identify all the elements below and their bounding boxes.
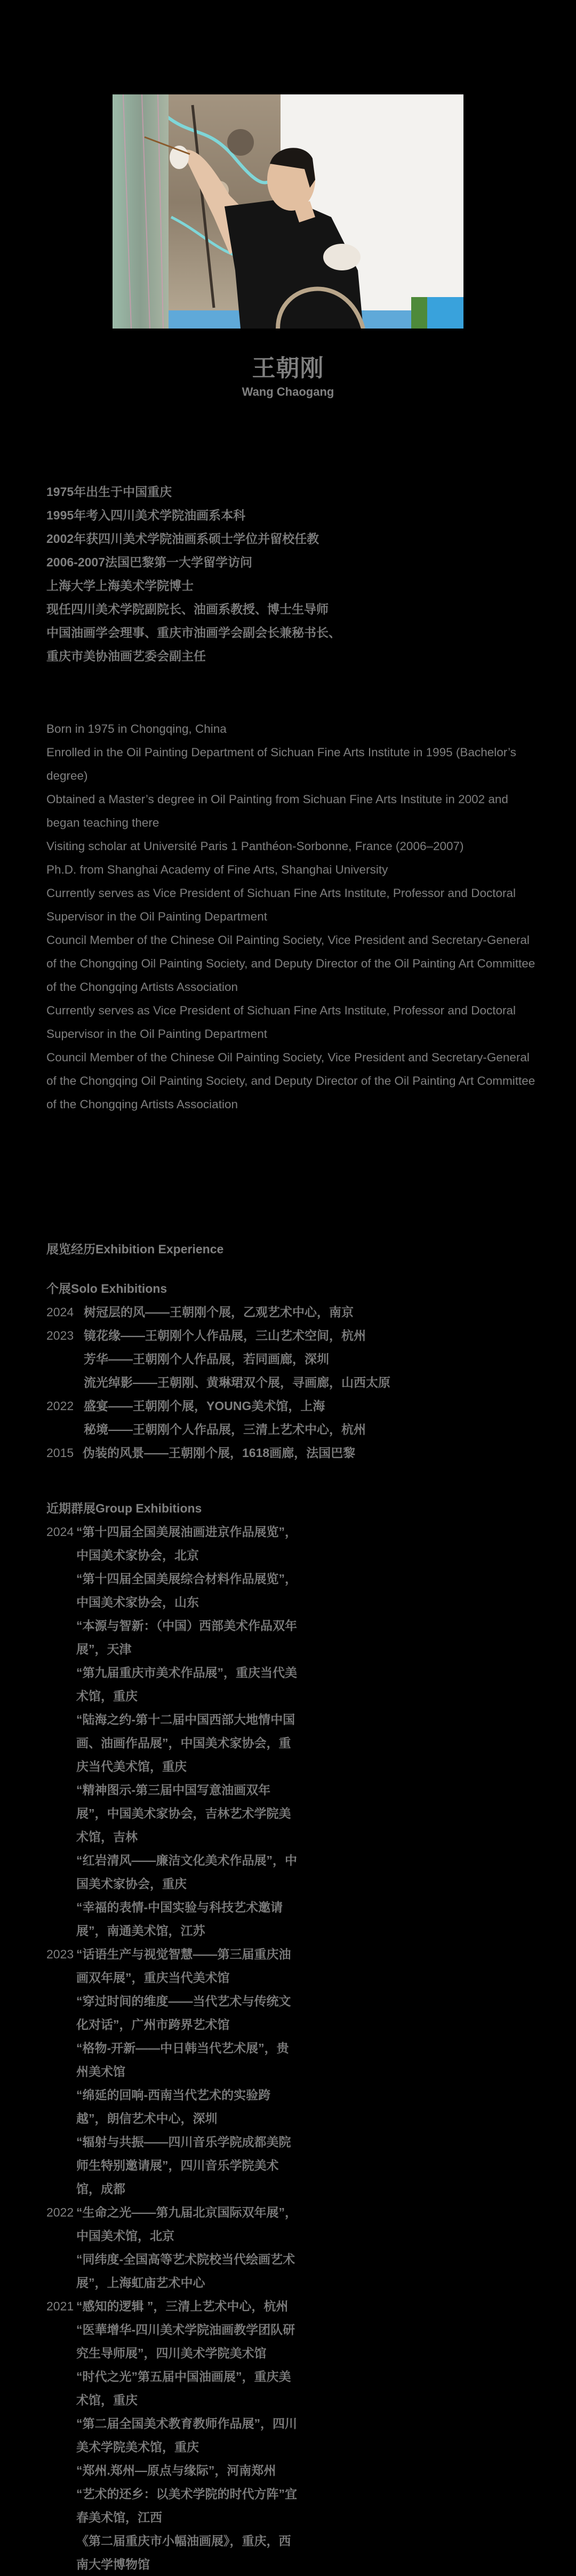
- bio-cn-line: 上海大学上海美术学院博士: [46, 579, 194, 593]
- artist-name-english: Wang Chaogang: [242, 385, 334, 398]
- exhibition-year-row: [46, 1300, 537, 1324]
- exhibition-item: “幸福的表情-中国实验与科技艺术邀请展”，南通美术馆，江苏: [76, 1900, 283, 1938]
- exhibition-item: “生命之光——第九届北京国际双年展”，中国美术馆，北京: [76, 2205, 297, 2243]
- bio-en-line: Council Member of the Chinese Oil Painting Society, Vice President and Secretary-General of the Chongqing Oil Painting Society, and Deputy Director of the Oil Painting Art Committee of the Chongqing Artists Association: [46, 1051, 535, 1111]
- exhibition-item: “辐射与共振——四川音乐学院成都美院师生特别邀请展”，四川音乐学院美术馆，成都: [76, 2135, 291, 2196]
- bio-cn-line: 2002年获四川美术学院油画系硕士学位并留校任教: [46, 532, 319, 546]
- exhibition-year-row: [46, 1942, 537, 2201]
- artist-photo: [113, 94, 463, 329]
- exhibition-item: 流光绰影——王朝刚、黄琳珺双个展，寻画廊，山西太原: [84, 1375, 390, 1389]
- exhibition-item: “绵延的回响-西南当代艺术的实验跨越”，朗信艺术中心，深圳: [76, 2088, 271, 2125]
- exhibition-item: “格物-开新——中日韩当代艺术展”，贵州美术馆: [76, 2041, 289, 2078]
- exhibition-year-row: [46, 1324, 537, 1394]
- exhibition-year-row: [46, 2294, 537, 2576]
- exhibition-experience: [46, 1237, 537, 2576]
- bio-en-line: Obtained a Master’s degree in Oil Painting from Sichuan Fine Arts Institute in 2002 and began teaching there: [46, 793, 508, 829]
- exhibition-year-row: [46, 1441, 537, 1465]
- exhibition-item: “医華增华-四川美术学院油画教学团队研究生导师展”，四川美术学院美术馆: [76, 2323, 295, 2360]
- bio-en-line: Ph.D. from Shanghai Academy of Fine Arts, Shanghai University: [46, 863, 388, 876]
- bio-en-line: Council Member of the Chinese Oil Painting Society, Vice President and Secretary-General of the Chongqing Oil Painting Society, and Deputy Director of the Oil Painting Art Committee of the Chongqing Artists Association: [46, 933, 535, 994]
- exhibition-year: 2024: [46, 1305, 74, 1319]
- exhibition-item: “时代之光”第五届中国油画展”，重庆美术馆，重庆: [76, 2370, 291, 2407]
- exhibition-year: 2021: [46, 2299, 74, 2313]
- exhibition-item: “第九届重庆市美术作品展”，重庆当代美术馆，重庆: [76, 1666, 297, 1703]
- bio-en-line: Born in 1975 in Chongqing, China: [46, 722, 227, 735]
- exhibition-year-row: [46, 1520, 537, 1942]
- bio-en-line: Visiting scholar at Université Paris 1 Panthéon-Sorbonne, France (2006–2007): [46, 839, 464, 853]
- bio-cn-line: 2006-2007法国巴黎第一大学留学访问: [46, 555, 252, 569]
- bio-chinese: [46, 480, 537, 668]
- bio-cn-line: 1995年考入四川美术学院油画系本科: [46, 508, 246, 522]
- exhibition-year: 2022: [46, 1399, 74, 1413]
- exhibition-item: “第二届全国美术教育教师作品展”，四川美术学院美术馆，重庆: [76, 2417, 297, 2454]
- exhibition-item: 树冠层的风——王朝刚个展，乙观艺术中心，南京: [84, 1305, 354, 1319]
- exhibition-year: 2024: [46, 1525, 74, 1539]
- group-exhibitions: [46, 1497, 537, 2576]
- bio-cn-line: 现任四川美术学院副院长、油画系教授、博士生导师: [46, 602, 329, 616]
- exhibition-item: “精神图示-第三届中国写意油画双年展”，中国美术家协会，吉林艺术学院美术馆，吉林: [76, 1783, 291, 1844]
- exhibition-year: 2023: [46, 1947, 74, 1961]
- bio-en-line: Enrolled in the Oil Painting Department of Sichuan Fine Arts Institute in 1995 (Bachelor’s degree): [46, 746, 516, 782]
- exhibition-item: “红岩清风——廉洁文化美术作品展”，中国美术家协会，重庆: [76, 1853, 297, 1891]
- exhibition-item: “郑州.郑州—原点与缘际”，河南郑州: [76, 2463, 276, 2477]
- artist-painting-image: [113, 94, 463, 329]
- bio-en-line: Currently serves as Vice President of Sichuan Fine Arts Institute, Professor and Doctoral Supervisor in the Oil Painting Department: [46, 886, 516, 923]
- bio-en-line: Currently serves as Vice President of Sichuan Fine Arts Institute, Professor and Doctoral Supervisor in the Oil Painting Department: [46, 1004, 516, 1041]
- exhibition-item: “同纬度-全国高等艺术院校当代绘画艺术展”，上海虹庙艺术中心: [76, 2252, 295, 2290]
- exhibition-year: 2023: [46, 1329, 74, 1342]
- bio-english: [46, 717, 537, 1116]
- exhibition-item: “第十四届全国美展油画进京作品展览”，中国美术家协会，北京: [76, 1525, 297, 1562]
- artist-name-chinese: 王朝刚: [252, 355, 324, 381]
- exhibition-item: “话语生产与视觉智慧——第三届重庆油画双年展”，重庆当代美术馆: [76, 1947, 291, 1985]
- exhibition-item: 芳华——王朝刚个人作品展，若同画廊，深圳: [84, 1352, 329, 1366]
- exhibition-section-title: 展览经历Exhibition Experience: [46, 1242, 224, 1256]
- solo-exhibitions: [46, 1277, 537, 1465]
- exhibition-year-row: [46, 1394, 537, 1441]
- exhibition-item: “第十四届全国美展综合材料作品展览”，中国美术家协会，山东: [76, 1572, 297, 1609]
- bio-cn-line: 1975年出生于中国重庆: [46, 485, 172, 499]
- bio-cn-line: 中国油画学会理事、重庆市油画学会副会长兼秘书长、: [46, 626, 341, 639]
- exhibition-item: “艺术的还乡：以美术学院的时代方阵”宜春美术馆，江西: [76, 2487, 297, 2524]
- exhibition-item: “陆海之约-第十二届中国西部大地情中国画、油画作品展”，中国美术家协会，重庆当代美术馆，重庆: [76, 1713, 295, 1773]
- exhibition-item: 盛宴——王朝刚个展，YOUNG美术馆，上海: [84, 1399, 325, 1413]
- exhibition-item: “本源与智新：（中国）西部美术作品双年展”，天津: [76, 1619, 297, 1656]
- bio-cn-line: 重庆市美协油画艺委会副主任: [46, 649, 206, 663]
- exhibition-item: “穿过时间的维度——当代艺术与传统文化对话”，广州市跨界艺术馆: [76, 1994, 291, 2031]
- exhibition-item: 镜花缘——王朝刚个人作品展，三山艺术空间，杭州: [84, 1329, 366, 1342]
- solo-exhibitions-title: 个展Solo Exhibitions: [46, 1282, 167, 1295]
- exhibition-year: 2022: [46, 2205, 74, 2219]
- group-exhibitions-title: 近期群展Group Exhibitions: [46, 1501, 202, 1515]
- exhibition-item: 《第二届重庆市小幅油画展》，重庆，西南大学博物馆: [76, 2534, 291, 2571]
- exhibition-year: 2015: [46, 1446, 74, 1460]
- exhibition-item: “感知的逻辑 ”，三清上艺术中心，杭州: [76, 2299, 289, 2313]
- exhibition-item: 伪装的风景——王朝刚个展，1618画廊，法国巴黎: [83, 1446, 356, 1460]
- exhibition-year-row: [46, 2201, 537, 2294]
- exhibition-item: 秘境——王朝刚个人作品展，三清上艺术中心，杭州: [84, 1422, 366, 1436]
